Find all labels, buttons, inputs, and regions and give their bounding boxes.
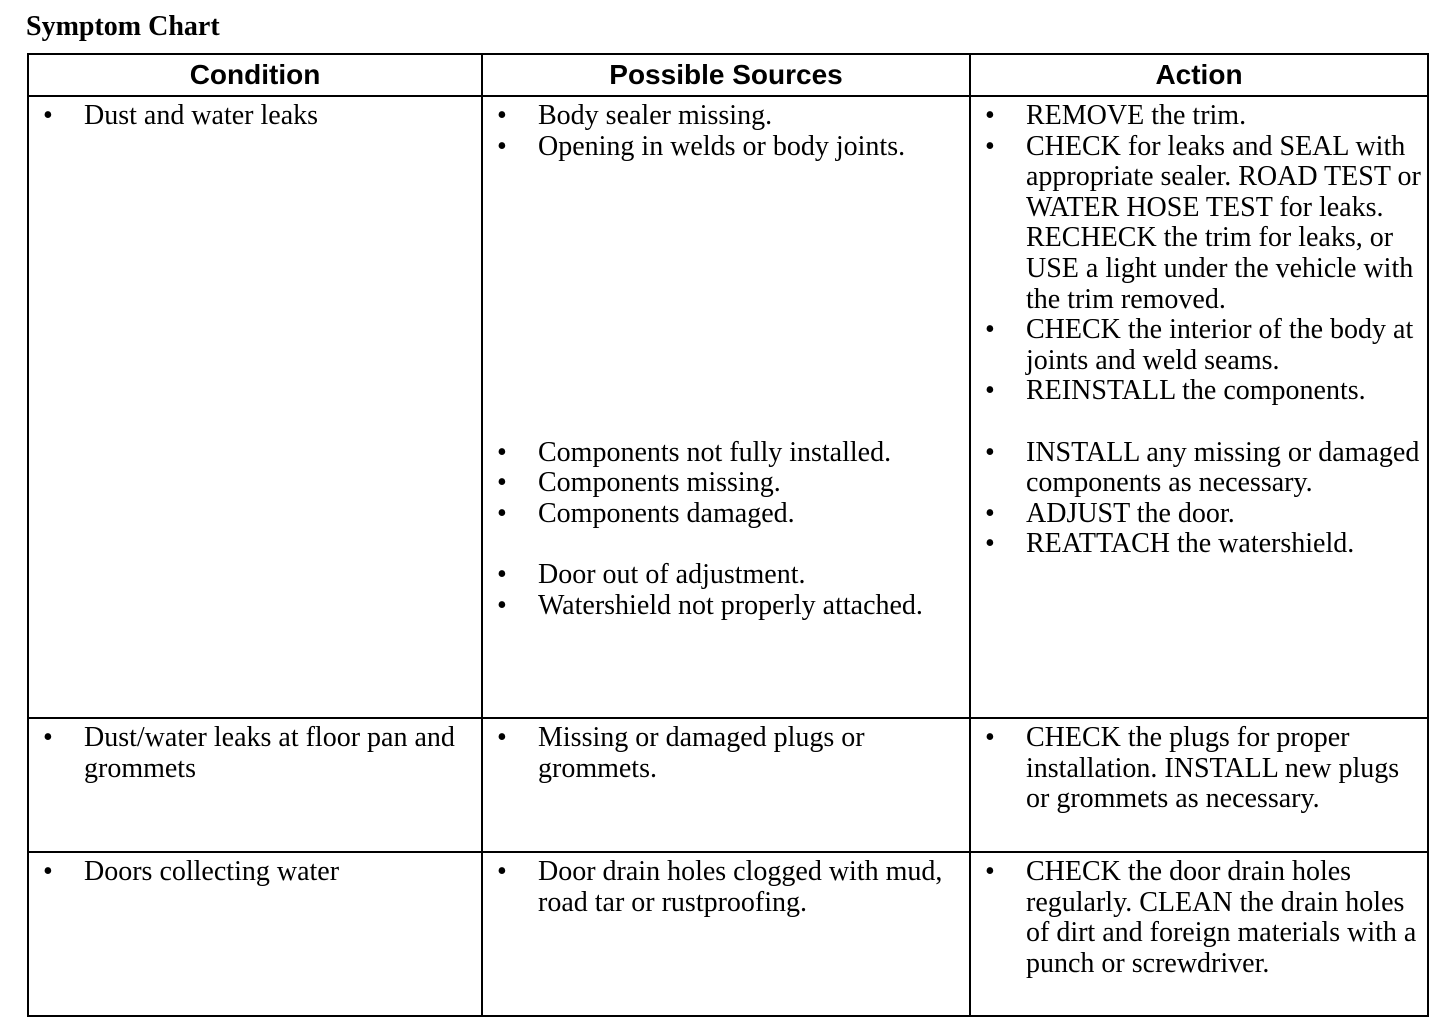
bullet: • [985,528,995,560]
list-item [483,101,969,132]
condition-cell [28,96,482,718]
source-text: Door out of adjustment. [538,558,806,590]
action-text: REINSTALL the components. [1026,375,1366,407]
source-text: Body sealer missing. [538,100,773,131]
action-text: CHECK for leaks and SEAL with appropriate sealer. ROAD TEST or WATER HOSE TEST for leaks. RECHECK the trim for leaks, or USE a light under the vehicle with the trim removed. [1026,130,1421,315]
header-action: Action [970,54,1428,96]
source-text: Components damaged. [538,497,795,529]
document-title: Symptom Chart [26,11,220,42]
list-item [483,591,969,622]
condition-text: Doors collecting water [84,856,340,887]
sources-cell [482,852,970,1016]
source-text: Watershield not properly attached. [538,589,923,621]
sources-cell [482,718,970,852]
bullet: • [497,467,507,499]
bullet: • [497,436,507,468]
table-row [28,852,1428,1016]
list-item [483,857,969,918]
list-item [29,857,481,888]
list-item [971,857,1427,979]
list-item [483,132,969,163]
condition-text: Dust/water leaks at floor pan and grommets [84,722,455,784]
list-item [483,499,969,530]
list-item [29,101,481,132]
table-row [28,96,1428,718]
bullet: • [985,314,995,346]
table-row [28,718,1428,852]
action-text: REATTACH the watershield. [1026,528,1355,560]
bullet: • [497,589,507,621]
bullet: • [43,722,53,753]
list-item [971,723,1427,815]
action-text: CHECK the plugs for proper installation. INSTALL new plugs or grommets as necessary. [1026,722,1400,815]
bullet: • [985,722,995,753]
header-condition: Condition [28,54,482,96]
bullet: • [985,100,995,131]
bullet: • [985,497,995,529]
bullet: • [497,100,507,131]
bullet: • [497,856,507,887]
bullet: • [985,375,995,407]
list-item [971,376,1427,407]
action-cell [970,96,1428,718]
bullet: • [497,130,507,162]
bullet: • [497,497,507,529]
symptom-chart-table [27,53,1429,1017]
list-item [971,101,1427,132]
condition-cell [28,718,482,852]
list-item [483,468,969,499]
list-item [971,529,1427,560]
source-text: Components missing. [538,467,781,499]
action-text: ADJUST the door. [1026,497,1235,529]
source-text: Components not fully installed. [538,436,892,468]
header-possible-sources: Possible Sources [482,54,970,96]
table-header-row [28,54,1428,96]
bullet: • [985,130,995,162]
bullet: • [985,856,995,887]
action-text: REMOVE the trim. [1026,100,1247,131]
list-item [971,315,1427,376]
source-text: Door drain holes clogged with mud, road tar or rustproofing. [538,856,943,918]
source-text: Opening in welds or body joints. [538,130,906,162]
action-text: INSTALL any missing or damaged components as necessary. [1026,436,1420,499]
condition-cell [28,852,482,1016]
action-text: CHECK the interior of the body at joints and weld seams. [1026,314,1414,376]
bullet: • [43,100,53,131]
list-item [483,560,969,591]
action-text: CHECK the door drain holes regularly. CLEAN the drain holes of dirt and foreign materials with a punch or screwdriver. [1026,856,1417,979]
list-item [971,499,1427,530]
list-item [971,132,1427,316]
list-item [29,723,481,784]
condition-text: Dust and water leaks [84,100,319,131]
list-item [483,438,969,469]
bullet: • [985,436,995,468]
list-item [483,723,969,784]
action-cell [970,852,1428,1016]
bullet: • [497,558,507,590]
bullet: • [497,722,507,753]
bullet: • [43,856,53,887]
list-item [971,438,1427,499]
action-cell [970,718,1428,852]
source-text: Missing or damaged plugs or grommets. [538,722,865,784]
sources-cell [482,96,970,718]
